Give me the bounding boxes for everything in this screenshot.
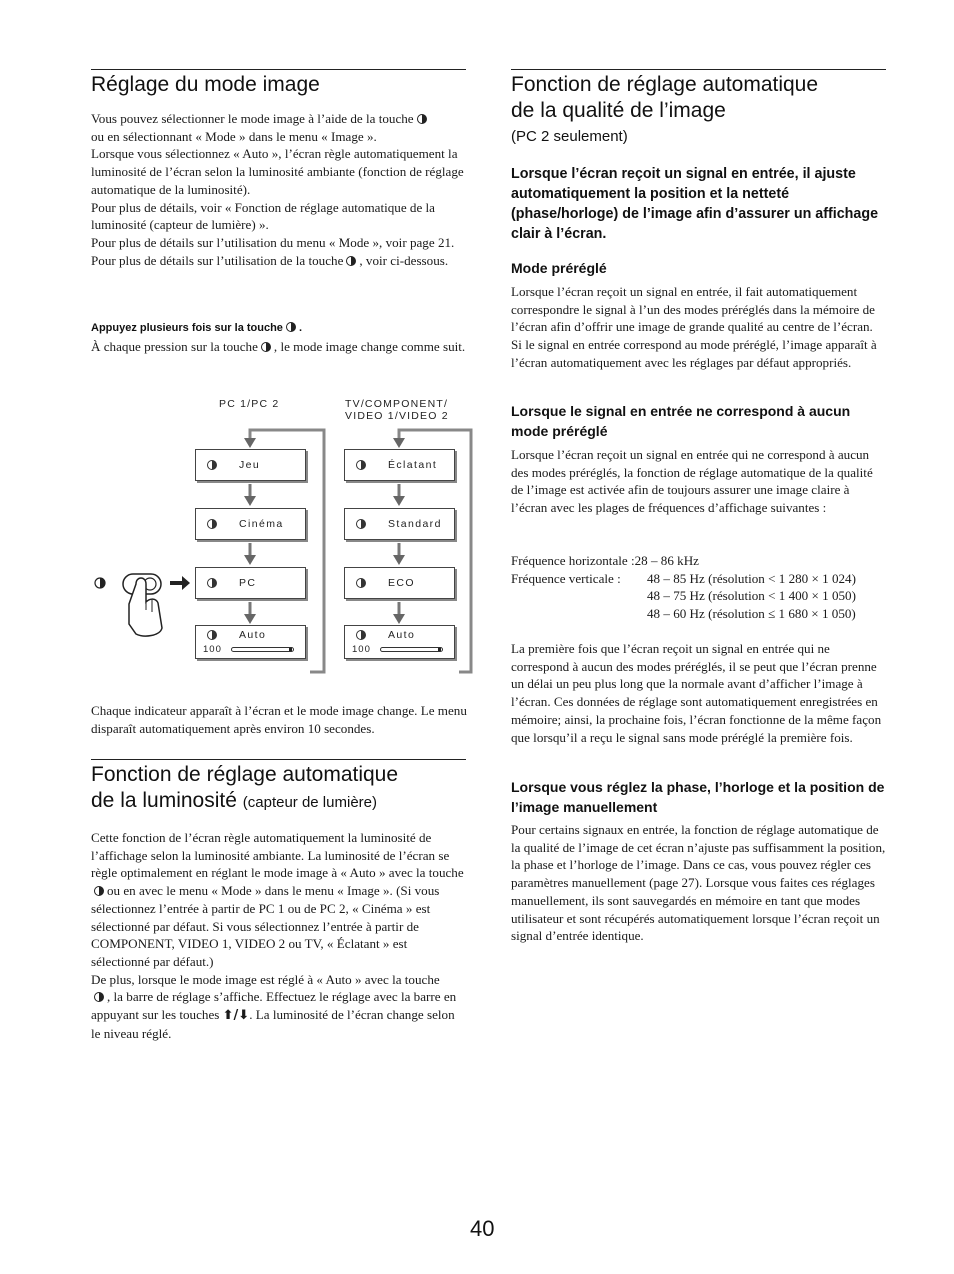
brightness-button-icon [261,342,271,352]
no-match-body: Lorsque l’écran reçoit un signal en entrée qui ne correspond à aucun des modes préréglés, la fonction de réglage automatique de la qualité de l’image est activée afin de toujours assurer une image claire à l’écran avec les plages de fréquences d’affichage suivantes : [511,447,873,516]
col2-label: TV/COMPONENT/ VIDEO 1/VIDEO 2 [345,398,449,422]
menu-details-paragraph: Pour plus de détails sur l’utilisation du menu « Mode », voir page 21. [91,234,455,250]
section-rule [91,759,466,760]
freq-vertical-3: 48 – 60 Hz (résolution ≤ 1 680 × 1 050) [647,606,856,622]
luminosite-body: Cette fonction de l’écran règle automatiquement la luminosité de l’affichage selon la luminosité ambiante. La luminosité de l’écran se règle optimalement en réglant le mode image à « Auto » avec la toucheou en avec le menu « Mode » dans le menu « Image ». (Si vous sélectionnez l’entrée à partir de PC 1 ou de PC 2, « Cinéma » est sélectionné par défaut. Si vous sélectionnez l’entrée à partir de COMPONENT, VIDEO 1, VIDEO 2 ou TV, « Éclatant » est sélectionné par défaut.) De plus, lorsque le mode image est réglé à « Auto » avec la touche , la barre de réglage s’affiche. Effectuez le réglage avec la barre en appuyant sur les touches ⬆/⬇. La luminosité de l’écran change selon le niveau réglé. [91,830,464,1041]
button-details-text-cont: , voir ci-dessous. [359,252,449,268]
freq-vertical-label: Fréquence verticale : [511,570,621,586]
mode-cycle-diagram [86,392,476,682]
brightness-icon [207,578,217,588]
mode-option-cinema: Cinéma [195,508,306,540]
mode-image-intro [91,110,466,269]
section-title-mode-image: Réglage du mode image [91,73,320,96]
brightness-icon [207,460,217,470]
brightness-button-icon [417,114,427,124]
section-rule [91,69,466,70]
first-time-body: La première fois que l’écran reçoit un signal en entrée qui ne correspond à aucun des modes préréglés, il se peut que l’écran prenne un délai un peu plus long que la normale avant d’afficher l’image à l’écran. Ces données de réglage sont automatiquement enregistrées en mémoire; ainsi, la prochaine fois, l’écran fonctionne de la même façon que lorsqu’il a reçu le signal sans mode préréglé la première fois. [511,641,882,745]
mode-option-auto: Auto 100 [195,625,306,659]
press-body: À chaque pression sur la touche , le mode image change comme suit. [91,339,466,354]
heading-mode-preregle: Mode préréglé [511,260,607,276]
brightness-icon [356,630,366,640]
up-down-arrows-icon: ⬆/⬇ [222,1008,250,1024]
brightness-level-bar [231,647,294,652]
intro-text-cont: ou en sélectionnant « Mode » dans le menu « Image ». [91,128,377,144]
brightness-button-icon [286,322,296,332]
button-details-text: Pour plus de détails sur l’utilisation de la touche [91,252,344,268]
lead-paragraph: Lorsque l’écran reçoit un signal en entrée, il ajuste automatiquement la position et la netteté (phase/horloge) de l’image afin d’assurer un affichage clair à l’écran. [511,166,879,242]
brightness-icon [356,578,366,588]
heading-no-preset-match: Lorsque le signal en entrée ne correspond à aucun mode préréglé [511,403,851,439]
freq-vertical-1: 48 – 85 Hz (résolution < 1 280 × 1 024) [647,570,856,586]
pc2-only-subtitle: (PC 2 seulement) [511,128,628,145]
section-title-luminosite: Fonction de réglage automatique de la luminosité (capteur de lumière) [91,763,399,812]
col1-label: PC 1/PC 2 [219,398,280,410]
after-diagram-text: Chaque indicateur apparaît à l’écran et le mode image change. Le menu disparaît automatiquement après environ 10 secondes. [91,703,467,736]
brightness-icon [207,630,217,640]
mode-option-standard: Standard [344,508,455,540]
brightness-button-icon [94,992,104,1002]
manual-body: Pour certains signaux en entrée, la fonction de réglage automatique de la qualité de l’image de cet écran n’ajuste pas suffisamment la position, la phase et l’horloge de l’image. Dans ce cas, vous pouvez régler ces paramètres manuellement (page 27). Lorsque vous faites ces réglages manuellement, ils sont sauvegardés en mémoire en tant que modes utilisateur et sont récupérés automatiquement lorsque l’écran reçoit un signal d’entrée identique. [511,822,886,944]
mode-option-pc: PC [195,567,306,599]
heading-manual-adjust: Lorsque vous réglez la phase, l’horloge et la position de l’image manuellement [511,779,885,815]
freq-horizontal: Fréquence horizontale :28 – 86 kHz [511,553,699,568]
details-paragraph: Pour plus de détails, voir « Fonction de réglage automatique de la luminosité (capteur de lumière) ». [91,199,435,233]
brightness-icon [356,519,366,529]
section-rule [511,69,886,70]
mode-option-eco: ECO [344,567,455,599]
section-title-qualite-image: Fonction de réglage automatique de la qualité de l’image [511,73,819,122]
brightness-icon [207,519,217,529]
freq-vertical-2: 48 – 75 Hz (résolution < 1 400 × 1 050) [647,588,856,604]
page-number: 40 [470,1216,495,1241]
brightness-button-icon [94,886,104,896]
mode-option-auto-video: Auto 100 [344,625,455,659]
mode-option-jeu: Jeu [195,449,306,481]
intro-text: Vous pouvez sélectionner le mode image à l’aide de la touche [91,111,414,126]
preset-body: Lorsque l’écran reçoit un signal en entrée, il fait automatiquement correspondre le signal à l’un des modes préréglés dans la mémoire de l’écran afin d’offrir une image de grande qualité au centre de l’écran. Si le signal en entrée correspond au mode préréglé, l’image apparaît à l’écran automatiquement avec les réglages par défaut appropriés. [511,284,877,370]
brightness-icon [356,460,366,470]
press-repeatedly-heading: Appuyez plusieurs fois sur la touche . [91,322,302,334]
auto-paragraph: Lorsque vous sélectionnez « Auto », l’écran règle automatiquement la luminosité de l’écran selon la luminosité ambiante (fonction de réglage automatique de la luminosité). [91,146,464,197]
brightness-level-bar [380,647,443,652]
brightness-button-icon [346,256,356,266]
hand-pressing-button-icon [95,574,190,636]
mode-option-eclatant: Éclatant [344,449,455,481]
frequency-ranges [511,552,891,623]
